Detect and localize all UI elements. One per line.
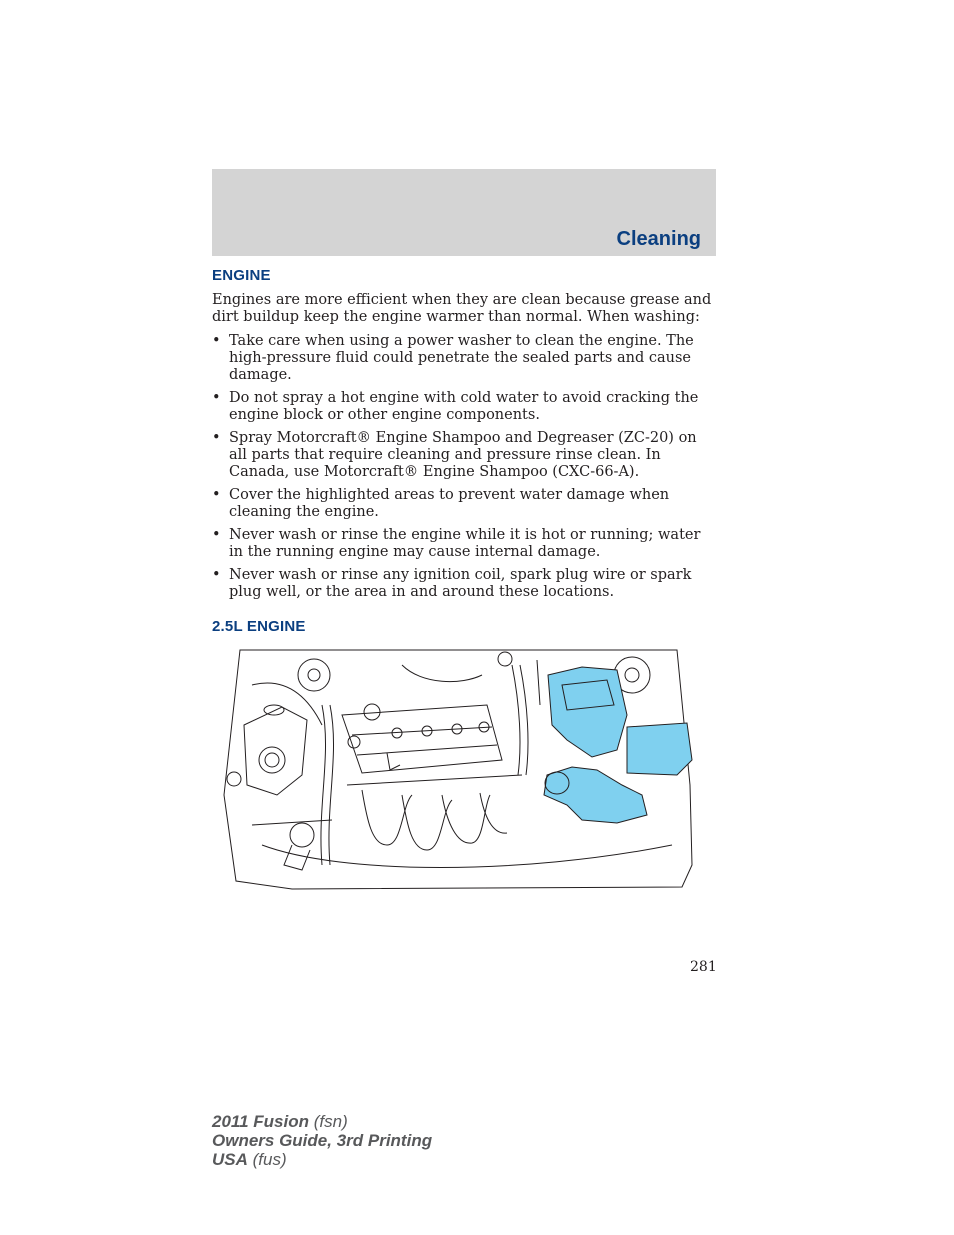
coolant-reservoir: [244, 707, 307, 795]
bullet-item: [212, 527, 716, 561]
engine-compartment-illustration: [222, 645, 696, 890]
bullet-text: Never wash or rinse the engine while it is hot or running; water in the running engine may cause internal damage.: [229, 526, 701, 560]
document-footer: [212, 1112, 432, 1169]
engine-25l-heading: 2.5L ENGINE: [212, 618, 306, 635]
oil-filler-cap: [290, 823, 314, 847]
bullet-item: [212, 333, 716, 383]
engine-heading: ENGINE: [212, 267, 271, 284]
bullet-text: Do not spray a hot engine with cold water to avoid cracking the engine block or other engine components.: [229, 389, 699, 423]
section-header-bar: [212, 169, 716, 256]
footer-region: USA: [212, 1150, 248, 1169]
footer-guide: Owners Guide, 3rd Printing: [212, 1131, 433, 1150]
bullet-dot-icon: •: [212, 389, 221, 406]
bullet-text: Take care when using a power washer to clean the engine. The high-pressure fluid could penetrate the sealed parts and cause damage.: [229, 333, 694, 383]
footer-model: 2011 Fusion: [212, 1112, 309, 1131]
bullet-item: [212, 567, 716, 601]
bullet-item: [212, 390, 716, 424]
bullet-dot-icon: •: [212, 567, 221, 584]
battery-highlight: [548, 667, 627, 757]
engine-intro-paragraph: Engines are more efficient when they are clean because grease and dirt buildup keep the engine warmer than normal. When washing:: [212, 292, 712, 325]
engine-washing-bullet-list: [212, 333, 716, 607]
footer-model-code: (fsn): [313, 1112, 348, 1131]
bullet-dot-icon: •: [212, 333, 221, 349]
page-number: 281: [690, 959, 717, 975]
bullet-item: [212, 487, 716, 521]
intake-runner: [362, 790, 412, 845]
bullet-item: [212, 430, 716, 480]
left-strut-tower: [298, 659, 330, 691]
bullet-dot-icon: •: [212, 486, 221, 503]
air-intake-highlight: [544, 767, 647, 823]
fuse-box-highlight: [627, 723, 692, 775]
bullet-dot-icon: •: [212, 526, 221, 543]
compartment-outline: [224, 650, 692, 889]
engine-valve-cover: [342, 705, 502, 773]
bullet-dot-icon: •: [212, 429, 221, 446]
footer-region-code: (fus): [252, 1150, 287, 1169]
bullet-text: Spray Motorcraft® Engine Shampoo and Degreaser (ZC-20) on all parts that require cleaning and pressure rinse clean. In Canada, use Motorcraft® Engine Shampoo (CXC-66-A).: [229, 429, 697, 480]
bullet-text: Cover the highlighted areas to prevent water damage when cleaning the engine.: [229, 486, 670, 520]
section-title: Cleaning: [616, 228, 701, 250]
bullet-text: Never wash or rinse any ignition coil, spark plug wire or spark plug well, or the area in and around these locations.: [229, 567, 692, 600]
